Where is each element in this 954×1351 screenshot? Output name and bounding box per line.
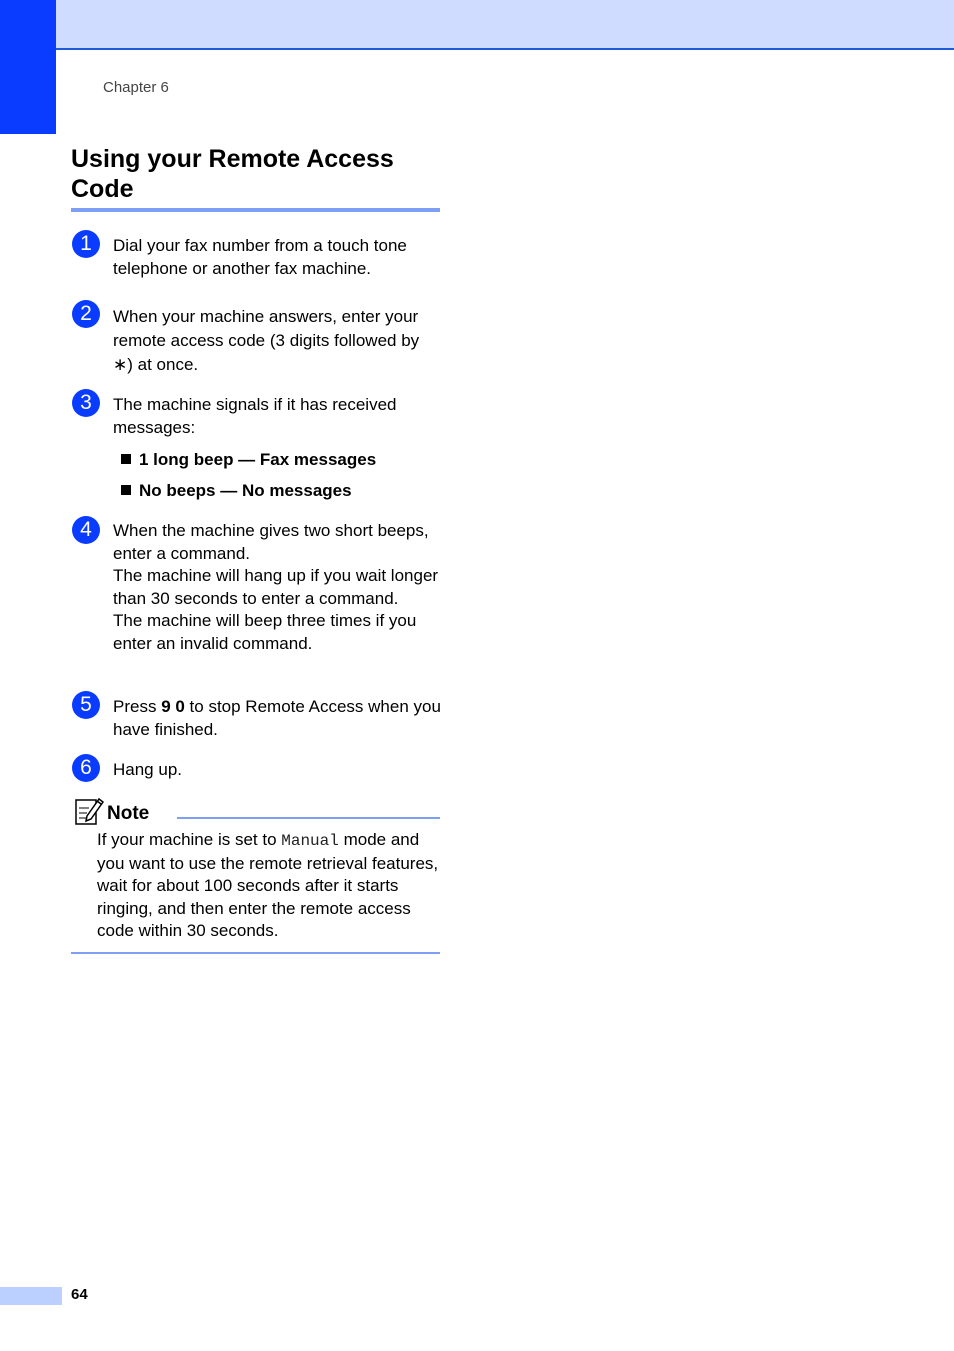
footer-band bbox=[0, 1287, 62, 1305]
note-text bbox=[97, 829, 442, 943]
step-text-3: The machine signals if it has received messages: bbox=[113, 395, 397, 437]
square-bullet-icon bbox=[121, 454, 131, 464]
step-number-3: 3 bbox=[72, 389, 100, 417]
mode-name: Manual bbox=[281, 832, 339, 850]
note-text-start: If your machine is set to bbox=[97, 830, 282, 849]
step-number-1: 1 bbox=[72, 230, 100, 258]
step-text-1: Dial your fax number from a touch tone telephone or another fax machine. bbox=[113, 236, 407, 278]
chapter-label: Chapter 6 bbox=[103, 79, 169, 96]
note-label: Note bbox=[107, 803, 150, 824]
signal-item bbox=[121, 480, 352, 502]
square-bullet-icon bbox=[121, 485, 131, 495]
step-text-4: When the machine gives two short beeps, enter a command. The machine will hang up if you wait longer than 30 seconds to enter a command. The machine will beep three times if you enter an invalid command. bbox=[113, 521, 439, 653]
section-title: Using your Remote Access Code bbox=[71, 145, 394, 203]
header-band bbox=[0, 0, 954, 50]
step-5-text-end: to stop Remote Access when you have finished. bbox=[113, 697, 441, 739]
key-sequence: 9 0 bbox=[161, 697, 185, 716]
step-number-6: 6 bbox=[72, 754, 100, 782]
step-text-2: When your machine answers, enter your remote access code (3 digits followed by ∗) at once. bbox=[113, 307, 420, 374]
signal-item-label: No beeps — No messages bbox=[139, 481, 352, 500]
step-number-4: 4 bbox=[72, 516, 100, 544]
signal-item bbox=[121, 449, 376, 471]
title-underline bbox=[71, 208, 440, 212]
step-number-5: 5 bbox=[72, 691, 100, 719]
step-number-2: 2 bbox=[72, 300, 100, 328]
page-number: 64 bbox=[71, 1286, 88, 1303]
step-text-6: Hang up. bbox=[113, 760, 182, 779]
step-text-5 bbox=[113, 696, 443, 741]
step-5-text-start: Press bbox=[113, 697, 162, 716]
note-bottom-rule bbox=[71, 952, 440, 954]
signal-item-label: 1 long beep — Fax messages bbox=[139, 450, 377, 469]
note-top-rule bbox=[177, 817, 440, 819]
note-text-end: mode and you want to use the remote retrieval features, wait for about 100 seconds after it starts ringing, and then enter the remote access code within 30 seconds. bbox=[97, 830, 439, 940]
note-pencil-icon bbox=[74, 796, 104, 826]
chapter-tab bbox=[0, 0, 56, 134]
